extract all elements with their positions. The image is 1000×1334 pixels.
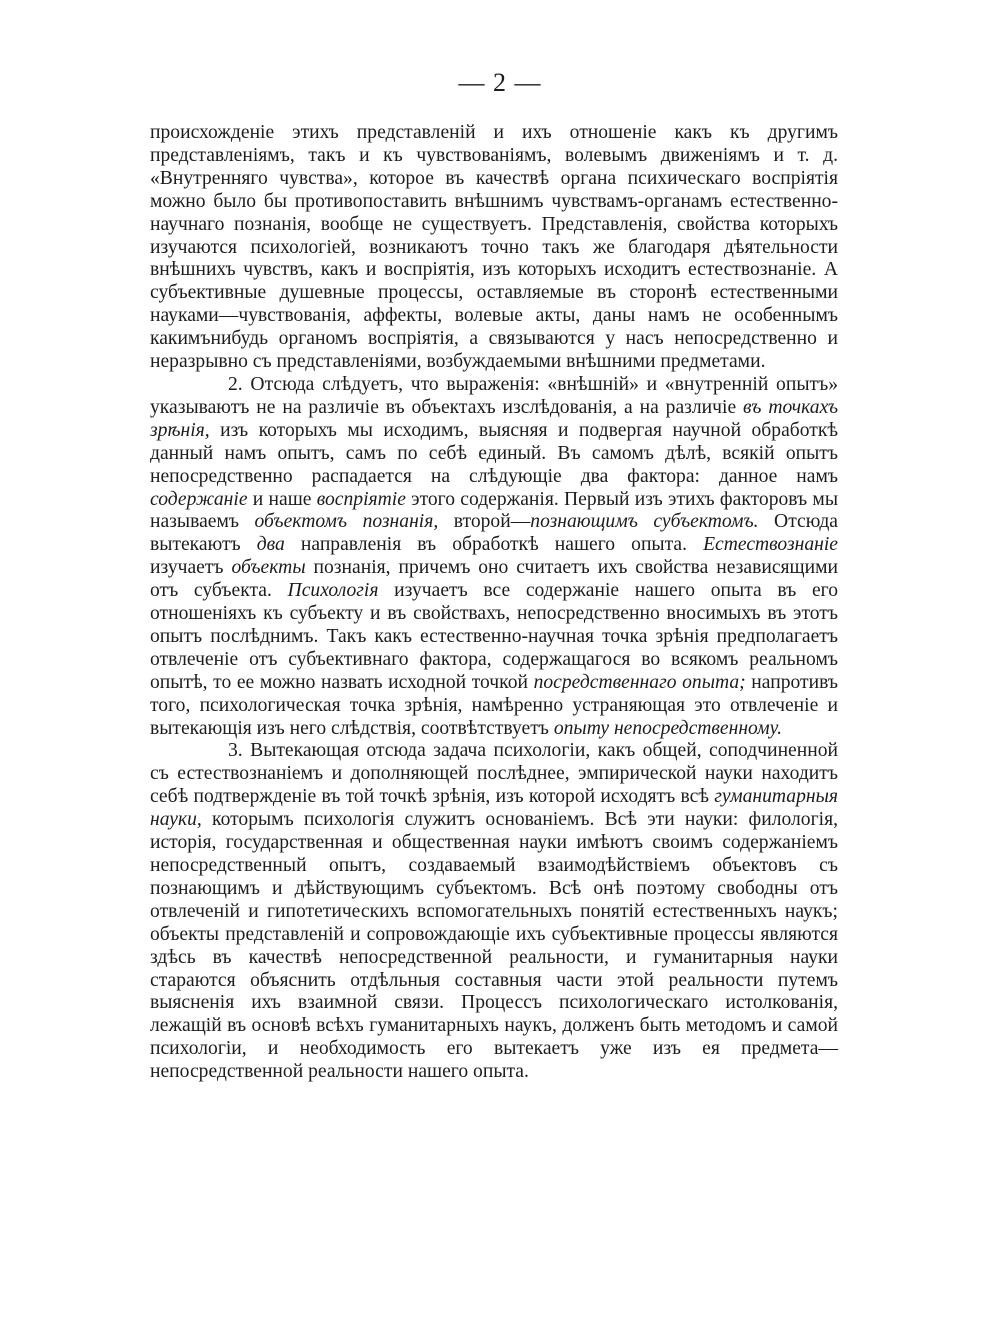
p3-seg-1: гуманитарныя науки, <box>150 786 838 831</box>
p3-seg-0: 3. Вытекающая отсюда задача психологіи, какъ общей, соподчиненной съ естествознаніемъ и дополняющей послѣднее, эмпирической науки находитъ себѣ подтвержденіе въ той точкѣ зрѣнія, изъ которой исходятъ всѣ <box>150 740 838 808</box>
p2-seg-14: изучаетъ <box>150 557 232 579</box>
p2-seg-16: познанія, причемъ оно считаетъ ихъ свойства независящими отъ субъекта. <box>150 557 839 602</box>
p2-seg-21: опыту непосредственному. <box>553 717 782 739</box>
p2-seg-8: второй— <box>438 511 531 533</box>
body-text <box>150 122 838 1084</box>
p2-seg-9: познающимъ субъектомъ. <box>530 511 759 533</box>
p2-seg-18: изучаетъ все содержаніе нашего опыта въ его отношеніяхъ къ субъекту и въ свойствахъ, непосредственно вносимыхъ въ этотъ опытъ послѣднимъ. Такъ какъ естественно-научная точка зрѣнія предполагаетъ отвлеченіе отъ субъективнаго фактора, содержащагося во всякомъ реальномъ опытѣ, то ее можно назвать исходной точкой <box>150 580 838 693</box>
p2-seg-7: объектомъ познанія, <box>254 511 439 533</box>
p2-seg-3: содержаніе <box>150 488 248 510</box>
p3-seg-2: которымъ психологія служитъ основаніемъ. Всѣ эти науки: филологія, исторія, государственная и общественная науки имѣютъ своимъ содержаніемъ непосредственный опытъ, создаваемый взаимодѣйствіемъ объектовъ съ познающимъ и дѣйствующимъ субъектомъ. Всѣ онѣ поэтому свободны отъ отвлеченій и гипотетическихъ вспомогательныхъ понятій естественныхъ наукъ; объекты представленій и сопровождающіе ихъ субъективные процессы являются здѣсь въ качествѣ непосредственной реальности, и гуманитарныя науки стараются объяснить отдѣльныя составныя части этой реальности путемъ выясненія ихъ взаимной связи. Процессъ психологическаго истолкованія, лежащій въ основѣ всѣхъ гуманитарныхъ наукъ, долженъ быть методомъ и самой психологіи, и необходимость его вытекаетъ уже изъ ея предмета—непосредственной реальности нашего опыта. <box>150 809 838 1083</box>
p2-seg-19: посредственнаго опыта; <box>533 671 746 693</box>
paragraph-1-text: происхожденіе этихъ представленій и ихъ отношеніе какъ къ другимъ представленіямъ, такъ и къ чувствованіямъ, волевымъ движеніямъ и т. д. «Внутренняго чувства», которое въ качествѣ органа психическаго воспріятія можно было бы противопоставить внѣшнимъ чувствамъ-органамъ естественно-научнаго познанія, вообще не существуетъ. Представленія, свойства которыхъ изучаются психологіей, возникаютъ точно такъ же благодаря дѣятельности внѣшнихъ чувствъ, какъ и воспріятія, изъ которыхъ исходитъ естествознаніе. А субъективные душевные процессы, оставляемые въ сторонѣ естественными науками—чувствованія, аффекты, волевые акты, даны намъ не особеннымъ какимънибудь органомъ воспріятія, а связываются у насъ непосредственно и неразрывно съ представленіями, возбуждаемыми внѣшними предметами. <box>150 122 838 373</box>
p2-seg-1: въ точкахъ зрѣнія, <box>150 396 838 441</box>
p2-seg-4: и наше <box>247 488 317 510</box>
paragraph-2 <box>150 374 838 741</box>
p2-seg-6: этого содержанія. Первый изъ этихъ факторовъ мы называемъ <box>150 488 838 533</box>
p2-seg-10: Отсюда вытекаютъ <box>150 511 839 556</box>
p2-seg-12: направленія въ обработкѣ нашего опыта. <box>284 534 704 556</box>
p2-seg-20: напротивъ того, психологическая точка зрѣнія, намѣренно устраняющая это отвлеченіе и вытекающія изъ него слѣдствія, соотвѣтствуетъ <box>150 671 838 739</box>
paragraph-1 <box>150 122 838 374</box>
p2-seg-0: 2. Отсюда слѣдуетъ, что выраженія: «внѣшній» и «внутренній опытъ» указываютъ не на различіе въ объектахъ изслѣдованія, а на различіе <box>150 373 838 418</box>
p2-seg-17: Психологія <box>287 580 379 602</box>
p2-seg-13: Естествознаніе <box>703 534 838 556</box>
p2-seg-15: объекты <box>231 557 306 579</box>
p2-seg-11: два <box>256 534 285 556</box>
paragraph-3 <box>150 740 838 1084</box>
page-number: — 2 — <box>458 68 542 97</box>
p2-seg-5: воспріятіе <box>316 488 406 510</box>
p2-seg-2: изъ которыхъ мы исходимъ, выясняя и подвергая научной обработкѣ данный намъ опытъ, самъ по себѣ единый. Въ самомъ дѣлѣ, всякій опытъ непосредственно распадается на слѣдующіе два фактора: данное намъ <box>150 419 838 487</box>
